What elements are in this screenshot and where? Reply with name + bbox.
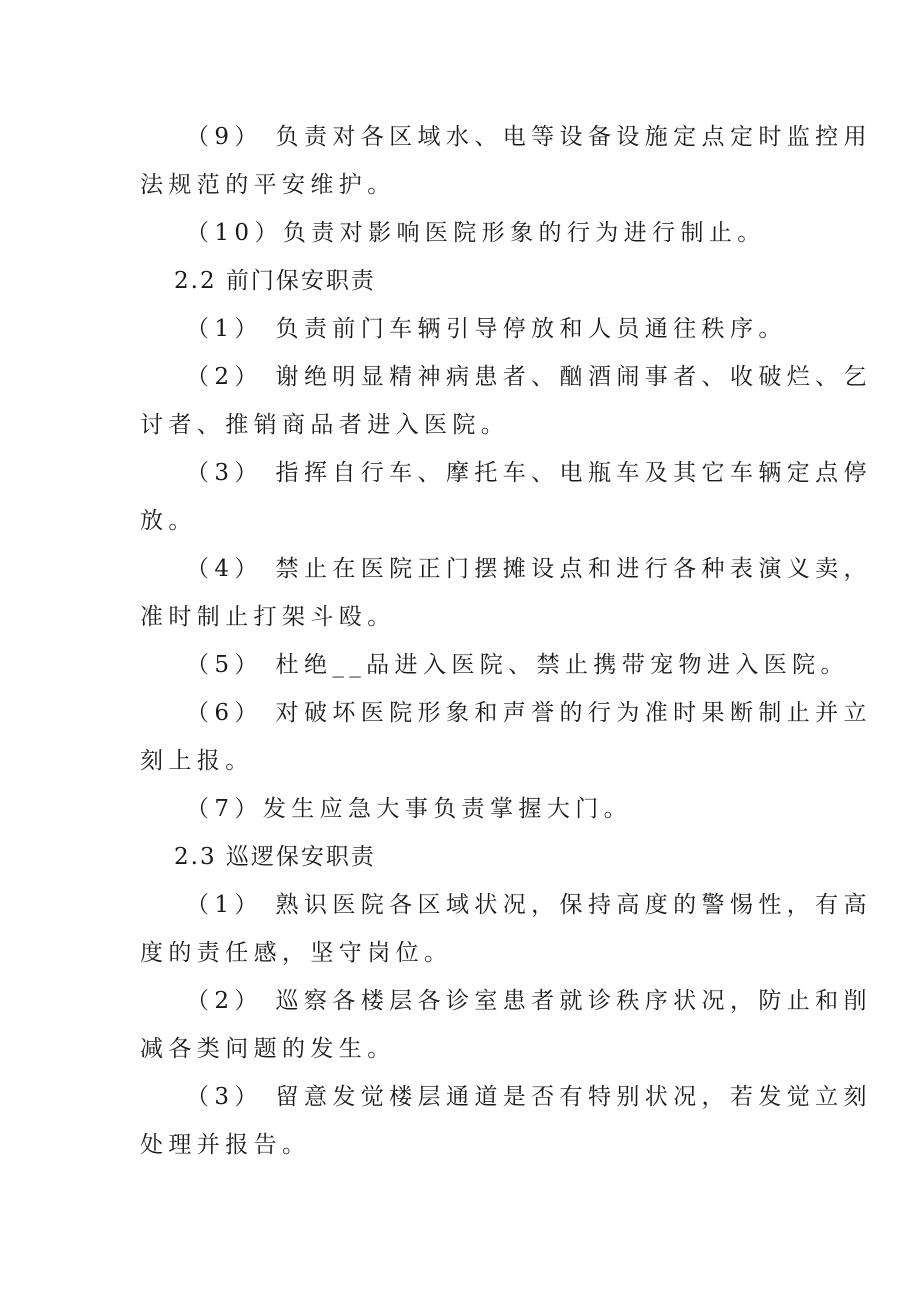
paragraph-line: （7）发生应急大事负责掌握大门。 bbox=[186, 796, 633, 822]
paragraph-line: （3） 留意发觉楼层通道是否有特别状况，若发觉立刻 bbox=[186, 1084, 872, 1110]
paragraph-line: （9） 负责对各区域水、电等设备设施定点定时监控用 bbox=[186, 124, 872, 150]
section-heading: 2.3 巡逻保安职责 bbox=[174, 844, 376, 870]
paragraph-line: 准时制止打架斗殴。 bbox=[140, 604, 396, 630]
paragraph-line: （5） 杜绝__品进入医院、禁止携带宠物进入医院。 bbox=[186, 652, 849, 678]
paragraph-line: 处理并报告。 bbox=[140, 1132, 311, 1158]
paragraph-line: 度的责任感，坚守岗位。 bbox=[140, 940, 453, 966]
section-heading: 2.2 前门保安职责 bbox=[174, 268, 376, 294]
paragraph-line: （10）负责对影响医院形象的行为进行制止。 bbox=[186, 220, 766, 246]
paragraph-line: 讨者、推销商品者进入医院。 bbox=[140, 412, 510, 438]
paragraph-line: （1） 熟识医院各区域状况，保持高度的警惕性，有高 bbox=[186, 892, 872, 918]
paragraph-line: 法规范的平安维护。 bbox=[140, 172, 396, 198]
paragraph-line: （4） 禁止在医院正门摆摊设点和进行各种表演义卖， bbox=[186, 556, 872, 582]
paragraph-line: （2） 巡察各楼层各诊室患者就诊秩序状况，防止和削 bbox=[186, 988, 872, 1014]
paragraph-line: （2） 谢绝明显精神病患者、酗酒闹事者、收破烂、乞 bbox=[186, 364, 872, 390]
paragraph-line: （1） 负责前门车辆引导停放和人员通往秩序。 bbox=[186, 316, 787, 342]
paragraph-line: 刻上报。 bbox=[140, 748, 254, 774]
paragraph-line: （3） 指挥自行车、摩托车、电瓶车及其它车辆定点停 bbox=[186, 460, 872, 486]
paragraph-line: 减各类问题的发生。 bbox=[140, 1036, 396, 1062]
paragraph-line: （6） 对破坏医院形象和声誉的行为准时果断制止并立 bbox=[186, 700, 872, 726]
paragraph-line: 放。 bbox=[140, 508, 197, 534]
